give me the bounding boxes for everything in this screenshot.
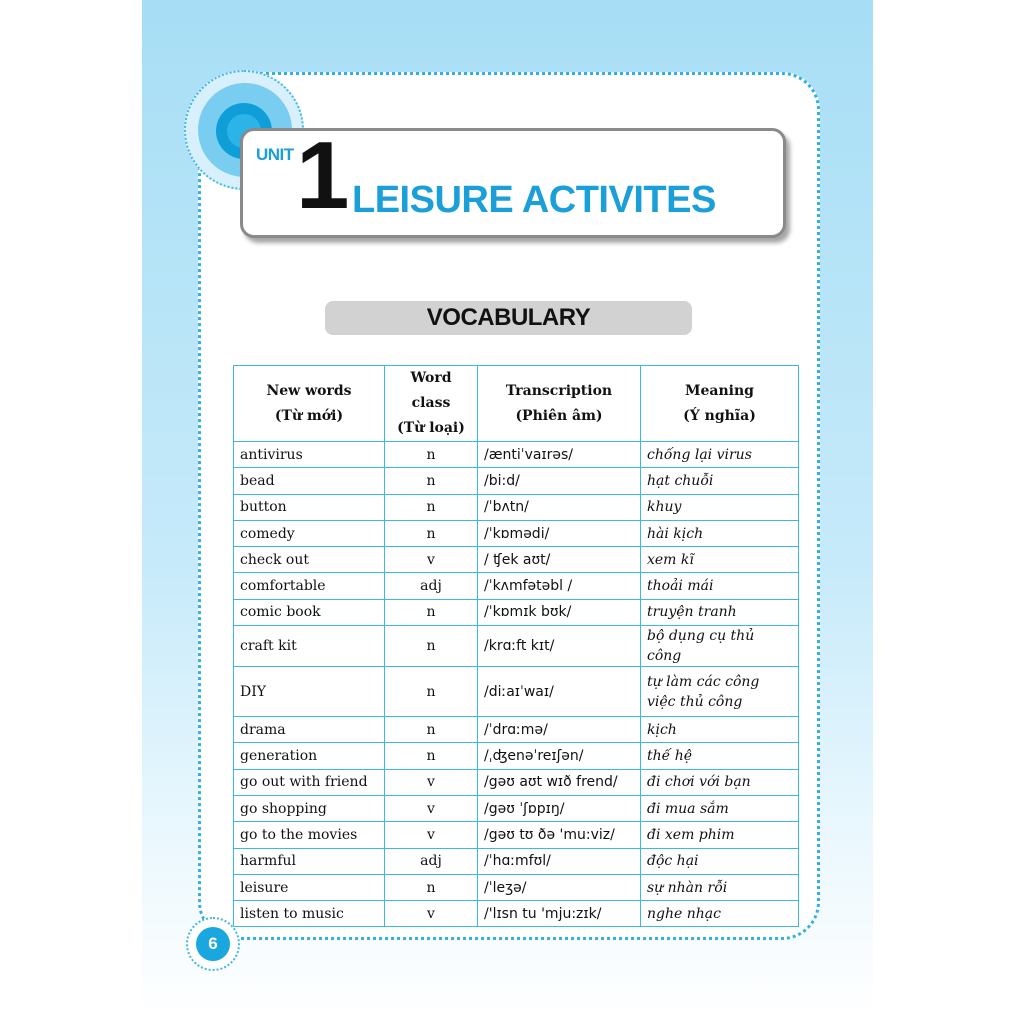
- cell-meaning: truyện tranh: [641, 599, 799, 625]
- table-row: [234, 743, 799, 769]
- cell-transcription: /ˈdrɑːmə/: [478, 717, 641, 743]
- cell-transcription: /'lɪsn tu 'mju:zɪk/: [478, 901, 641, 927]
- cell-word-class: n: [385, 494, 478, 520]
- cell-meaning: hạt chuỗi: [641, 468, 799, 494]
- cell-word: antivirus: [234, 442, 385, 468]
- cell-meaning: thế hệ: [641, 743, 799, 769]
- table-row: [234, 667, 799, 717]
- table-row: [234, 626, 799, 667]
- cell-transcription: /ˈkɒmɪk bʊk/: [478, 599, 641, 625]
- cell-meaning: kịch: [641, 717, 799, 743]
- cell-meaning: thoải mái: [641, 573, 799, 599]
- cell-transcription: /diːaɪˈwaɪ/: [478, 667, 641, 717]
- section-title: VOCABULARY: [325, 301, 692, 335]
- unit-number: 1: [296, 122, 350, 229]
- cell-word-class: v: [385, 795, 478, 821]
- unit-title: LEISURE ACTIVITES: [352, 179, 716, 221]
- cell-transcription: /gəʊ ˈʃɒpɪŋ/: [478, 795, 641, 821]
- header-transcription: Transcription (Phiên âm): [478, 366, 641, 442]
- cell-meaning: sự nhàn rỗi: [641, 874, 799, 900]
- cell-transcription: /ˌʤenəˈreɪʃən/: [478, 743, 641, 769]
- table-row: [234, 599, 799, 625]
- cell-word-class: n: [385, 626, 478, 667]
- cell-word-class: n: [385, 468, 478, 494]
- cell-word-class: n: [385, 743, 478, 769]
- cell-word: button: [234, 494, 385, 520]
- cell-meaning: nghe nhạc: [641, 901, 799, 927]
- cell-word-class: v: [385, 822, 478, 848]
- cell-word: leisure: [234, 874, 385, 900]
- cell-meaning: đi mua sắm: [641, 795, 799, 821]
- cell-word: go out with friend: [234, 769, 385, 795]
- cell-meaning: hài kịch: [641, 520, 799, 546]
- table-row: [234, 874, 799, 900]
- table-row: [234, 717, 799, 743]
- cell-transcription: /bi:d/: [478, 468, 641, 494]
- cell-transcription: /ˈhɑːmfʊl/: [478, 848, 641, 874]
- cell-word: check out: [234, 547, 385, 573]
- cell-word-class: n: [385, 717, 478, 743]
- cell-word: DIY: [234, 667, 385, 717]
- header-meaning: Meaning (Ý nghĩa): [641, 366, 799, 442]
- table-row: [234, 520, 799, 546]
- cell-word: comfortable: [234, 573, 385, 599]
- cell-word-class: n: [385, 874, 478, 900]
- table-row: [234, 822, 799, 848]
- cell-word: go to the movies: [234, 822, 385, 848]
- cell-word-class: v: [385, 769, 478, 795]
- cell-meaning: đi xem phim: [641, 822, 799, 848]
- cell-transcription: /ˈkʌmfətəbl /: [478, 573, 641, 599]
- cell-transcription: /gəʊ tʊ ðə 'mu:viz/: [478, 822, 641, 848]
- header-word-class: Word class (Từ loại): [385, 366, 478, 442]
- table-row: [234, 547, 799, 573]
- cell-word-class: n: [385, 520, 478, 546]
- table-row: [234, 848, 799, 874]
- cell-meaning: chống lại virus: [641, 442, 799, 468]
- cell-word: generation: [234, 743, 385, 769]
- cell-word: drama: [234, 717, 385, 743]
- cell-word-class: v: [385, 547, 478, 573]
- cell-word: comic book: [234, 599, 385, 625]
- cell-transcription: /ˈbʌtn/: [478, 494, 641, 520]
- cell-word: bead: [234, 468, 385, 494]
- table-row: [234, 769, 799, 795]
- cell-word: craft kit: [234, 626, 385, 667]
- cell-meaning: tự làm các công việc thủ công: [641, 667, 799, 717]
- cell-meaning: đi chơi với bạn: [641, 769, 799, 795]
- cell-transcription: / ʧek aʊt/: [478, 547, 641, 573]
- cell-word-class: adj: [385, 848, 478, 874]
- cell-transcription: /krɑːft kɪt/: [478, 626, 641, 667]
- cell-word-class: adj: [385, 573, 478, 599]
- cell-word: go shopping: [234, 795, 385, 821]
- cell-meaning: bộ dụng cụ thủ công: [641, 626, 799, 667]
- page-number: 6: [196, 927, 230, 961]
- table-row: [234, 795, 799, 821]
- cell-word: listen to music: [234, 901, 385, 927]
- cell-word: harmful: [234, 848, 385, 874]
- table-row: [234, 901, 799, 927]
- cell-word-class: v: [385, 901, 478, 927]
- table-row: [234, 442, 799, 468]
- vocabulary-table: [233, 365, 799, 927]
- unit-label: UNIT: [256, 145, 294, 164]
- cell-meaning: khuy: [641, 494, 799, 520]
- cell-word: comedy: [234, 520, 385, 546]
- cell-transcription: /gəʊ aʊt wɪð frend/: [478, 769, 641, 795]
- cell-transcription: /ˈleʒə/: [478, 874, 641, 900]
- cell-transcription: /ˈkɒmədi/: [478, 520, 641, 546]
- cell-transcription: /æntiˈvaɪrəs/: [478, 442, 641, 468]
- header-new-words: New words (Từ mới): [234, 366, 385, 442]
- table-header-row: [234, 366, 799, 442]
- cell-word-class: n: [385, 599, 478, 625]
- table-row: [234, 494, 799, 520]
- table-row: [234, 468, 799, 494]
- cell-word-class: n: [385, 442, 478, 468]
- cell-meaning: xem kĩ: [641, 547, 799, 573]
- cell-word-class: n: [385, 667, 478, 717]
- table-row: [234, 573, 799, 599]
- cell-meaning: độc hại: [641, 848, 799, 874]
